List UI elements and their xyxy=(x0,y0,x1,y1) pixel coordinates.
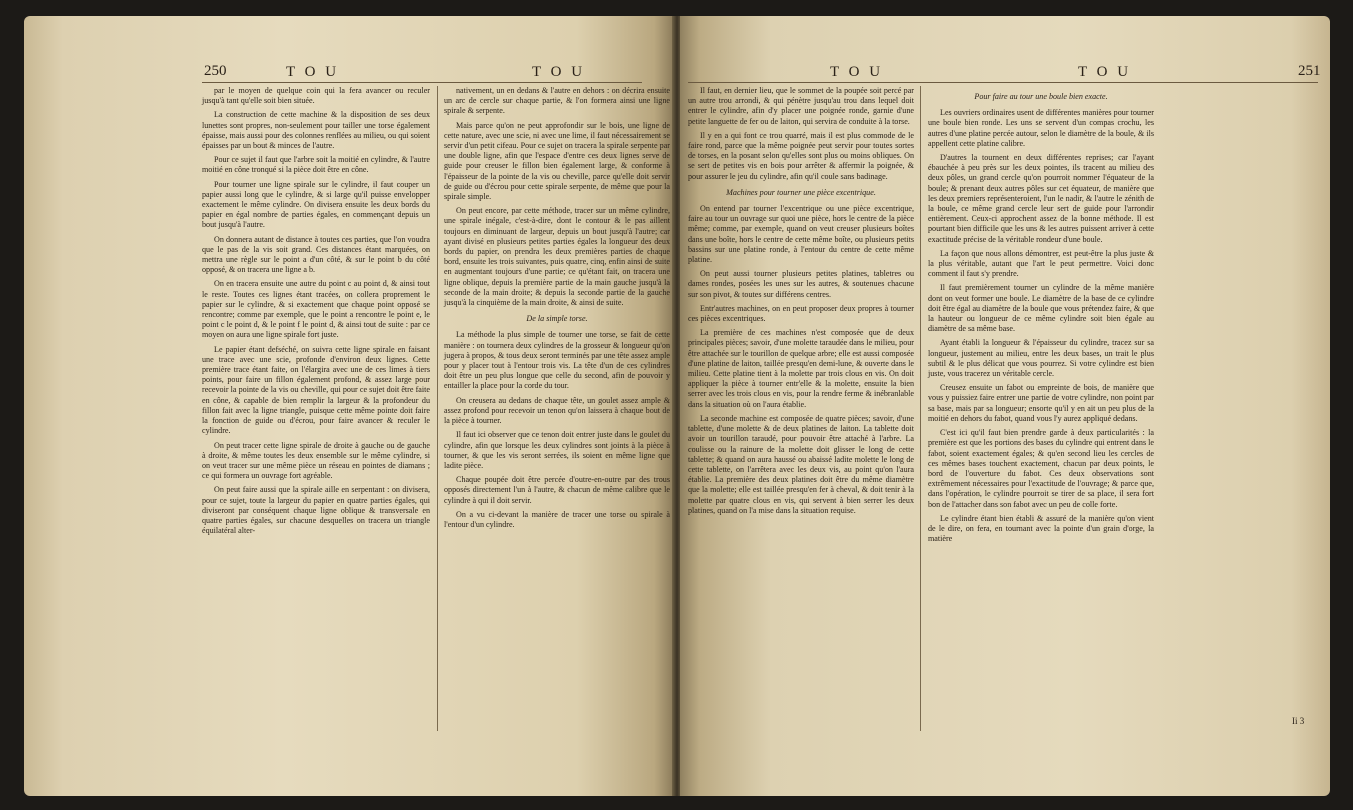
paragraph: La construction de cette machine & la disposition de ses deux lunettes sont propres, non-seulement pour tailler une torse également épaisse, mais aussi pour des colonnes renflées au milieu, ou qui soient épaisses par un bout & minces de l'autre. xyxy=(202,110,430,151)
paragraph: Mais parce qu'on ne peut approfondir sur le bois, une ligne de cette nature, avec une scie, ni avec une lime, il faut nécessairement se servir d'un petit cifeau. Pour ce sujet on tracera la spirale serpente par une double ligne, afin que l'espace d'entre ces deux lignes serve de guide pour creuser le fillon bien également large, & conforme à l'épaisseur de la pointe de la vis ou cheville, parce qu'elle doit servir de guide ou d'écrou pour cette spirale serpente, de même que pour la spirale simple. xyxy=(444,120,670,202)
right-header-rule xyxy=(688,82,1318,83)
paragraph: On en tracera ensuite une autre du point c au point d, & ainsi tout le reste. Toutes ces lignes étant tracées, on collera proprement le papier sur le cylindre, & si exactement que chaque point opposé se rencontre; comme par exemple, que le point a rencontre le point e, le point c le point d, & le point f le point d, & ainsi tout de suite : par ce moyen on aura une ligne spirale fort juste. xyxy=(202,279,430,340)
paragraph: Creusez ensuite un fabot ou empreinte de bois, de manière que vous y puissiez faire entrer une partie de votre cylindre, non point par sa base, mais par sa longueur; ensorte qu'il y en ait un peu plus de la moitié en dehors du fabot, quand vous l'y aurez appliqué dedans. xyxy=(928,383,1154,423)
left-running-head-2: T O U xyxy=(532,64,586,80)
section-heading: Pour faire au tour une boule bien exacte. xyxy=(974,92,1108,101)
right-running-head-1: T O U xyxy=(830,64,884,80)
section-heading: Machines pour tourner une pièce excentrique. xyxy=(726,187,876,197)
right-page xyxy=(680,16,1330,796)
paragraph: On peut faire aussi que la spirale aille en serpentant : on divisera, pour ce sujet, toute la largeur du papier en quatre parties égales, qui diviseront par conséquent chaque ligne oblique & transversale en quatre parties égales, sur chacune desquelles on tracera un triangle équilatéral alter- xyxy=(202,485,430,536)
paragraph: Ayant établi la longueur & l'épaisseur du cylindre, tracez sur sa longueur, justement au milieu, entre les deux bases, un trait le plus subtil & le plus délicat que vous pourrez. Si votre cylindre est bien juste, vous tracerez un véritable cercle. xyxy=(928,338,1154,379)
left-page-number: 250 xyxy=(204,63,227,79)
paragraph: On peut tracer cette ligne spirale de droite à gauche ou de gauche à droite, & même toutes les deux ensemble sur le même cylindre, si on veut tracer sur une même pièce un réseau en pointes de diamans ; ce qui formera un ouvrage fort agréable. xyxy=(202,440,430,481)
left-column-divider xyxy=(437,86,438,731)
paragraph: par le moyen de quelque coin qui la fera avancer ou reculer jusqu'à tant qu'elle soit bien située. xyxy=(202,86,430,106)
paragraph: Les ouvriers ordinaires usent de différentes manières pour tourner une boule bien ronde. Les uns se servent d'un compas crochu, les autres d'une platine percée autour, selon le diamètre de la boule, & ils appellent cette platine calibre. xyxy=(928,108,1154,148)
paragraph: Pour tourner une ligne spirale sur le cylindre, il faut couper un papier aussi long que le cylindre, & si large qu'il puisse envelopper exactement le même cylindre. On divisera ensuite les deux bords du papier en égal nombre de parties égales, en commençant depuis un bout jusqu'à l'autre. xyxy=(202,179,430,230)
paragraph: Chaque poupée doit être percée d'outre-en-outre par des trous opposés directement l'un à l'autre, & chacun de même calibre que le cylindre à qui il doit servir. xyxy=(444,475,670,505)
paragraph: Pour ce sujet il faut que l'arbre soit la moitié en cylindre, & l'autre moitié en cône tronqué si la pièce doit être en cône. xyxy=(202,155,430,175)
paragraph: La première de ces machines n'est composée que de deux principales pièces; savoir, d'une molette taraudée dans le milieu, pour être attachée sur le tourillon de quelque arbre; elle est aussi composée d'une platine de laiton, taillée presqu'en demi-lune, & ouverte dans le milieu. Cette platine tient à la molette par trois clous en vis. On doit appliquer la pièce à tourner entr'elle & la molette, ensuite la bien serrer avec les trois clous en vis, pour la rendre ferme & inébranlable dans la situation où on l'aura établie. xyxy=(688,328,914,409)
left-running-head-1: T O U xyxy=(286,64,340,80)
paragraph: Il faut premièrement tourner un cylindre de la même manière dont on veut former une boule. Le diamètre de la base de ce cylindre doit être égal au diamètre de la boule que vous prétendez faire, & que la hauteur ou longueur de ce même cylindre soit bien égale au diamètre de sa même base. xyxy=(928,283,1154,334)
paragraph: Il faut ici observer que ce tenon doit entrer juste dans le goulet du cylindre, afin que lorsque les deux cylindres sont joints à la pièce à tourner, & que les vis seront serrées, ils soient en même ligne que ladite pièce. xyxy=(444,430,670,470)
paragraph: C'est ici qu'il faut bien prendre garde à deux particularités : la première est que les portions des bases du cylindre qui entrent dans le fabot, soient exactement égales; & qu'en second lieu les cercles de ces mêmes bases touchent exactement, chacun par deux points, le bord de l'ouverture du fabot. Ces deux observations sont extrêmement nécessaires pour l'exactitude de l'ouvrage; & parce que, dans l'opération, le cylindre pourroit se tirer de sa place, il sera fort bon de l'attacher dans son fabot avec un peu de colle forte. xyxy=(928,428,1154,509)
paragraph: On peut aussi tourner plusieurs petites platines, tabletres ou dames rondes, posées les unes sur les autres, & soutenues chacune sur son pivot, & toutes sur différens centres. xyxy=(688,269,914,299)
paragraph: La méthode la plus simple de tourner une torse, se fait de cette manière : on tournera deux cylindres de la grosseur & longueur qu'on jugera à propos, & tous deux seront terminés par une tête assez ample pour y placer tout à l'entour trois vis. La tête d'un de ces cylindres doit être un peu plus longue que celle du second, afin de pouvoir y entailler la place pour la corde du tour. xyxy=(444,330,670,391)
right-column-divider xyxy=(920,86,921,731)
right-column-1 xyxy=(688,86,914,520)
paragraph: La façon que nous allons démontrer, est peut-être la plus juste & la plus véritable, autant que l'art le peut permettre. Voici donc comment il faut s'y prendre. xyxy=(928,248,1154,279)
paragraph: On a vu ci-devant la manière de tracer une torse ou spirale à l'entour d'un cylindre. xyxy=(444,509,670,529)
left-header-rule xyxy=(202,82,642,83)
paragraph: On donnera autant de distance à toutes ces parties, que l'on voudra que le pas de la vis soit grand. Ces distances étant marquées, on mettra une règle sur le point a d'un côté, & sur le point b du côté opposé, & on tracera une ligne a b. xyxy=(202,234,430,275)
paragraph: On entend par tourner l'excentrique ou une pièce excentrique, faire au tour un ouvrage sur quoi une pièce, hors le centre de la pièce même; comme, par exemple, quand on veut creuser plusieurs boîtes dans une boîte, hors le centre de cette même boîte, ou plusieurs petits bassins sur une platine ronde, à l'entour du centre de cette même platine. xyxy=(688,204,914,265)
left-column-1 xyxy=(202,86,430,540)
paragraph: Entr'autres machines, on en peut proposer deux propres à tourner ces pièces excentriques. xyxy=(688,303,914,324)
paragraph: Il faut, en dernier lieu, que le sommet de la poupée soit percé par un autre trou arrondi, & qui pénètre jusqu'au trou dans lequel doit entrer le cylindre, afin d'y placer une poignée ronde, garnie d'une petite languette de fer ou de laiton, qui servira de conduite à la torse. xyxy=(688,86,914,126)
left-page xyxy=(24,16,674,796)
paragraph: nativement, un en dedans & l'autre en dehors : on décrira ensuite un arc de cercle sur chaque partie, & l'on formera ainsi une ligne spirale & serpente. xyxy=(444,86,670,116)
paragraph: Le papier étant defséché, on suivra cette ligne spirale en faisant une trace avec une scie, profonde d'environ deux lignes. Cette première trace étant faite, on l'élargira avec une de ces limes à tiers points, pour faire un fillon également profond, & assez large pour recevoir la pointe de la vis ou cheville, qui pour ce sujet doit être faite en cône, & capable de bien remplir la largeur & la profondeur du fillon fait avec la ligne triangle, puisque cette même pointe doit faire la fonction de guide ou d'écrou, pour faire avancer & reculer le cylindre. xyxy=(202,344,430,436)
right-running-head-2: T O U xyxy=(1078,64,1132,80)
paragraph: Le cylindre étant bien établi & assuré de la manière qu'on vient de le dire, on fera, en tournant avec la pointe d'un grain d'orge, la matière xyxy=(928,513,1154,544)
left-column-2 xyxy=(444,86,670,534)
paragraph: On creusera au dedans de chaque tête, un goulet assez ample & assez profond pour recevoir un tenon qu'on laissera à chaque bout de la pièce à tourner. xyxy=(444,395,670,426)
paragraph: D'autres la tournent en deux différentes reprises; car l'ayant ébauchée à peu près sur les deux pointes, ils tracent au milieu des deux pôles, un grand cercle qu'on pourroit nommer l'équateur de la boule; & prenant deux autres pôles sur cet équateur, de manière que les deux premiers représenteroient, l'un le nadir, & l'autre le zénith de la boule, ce même grand cercle leur sert de guide pour l'arrondir entièrement. Ceux-ci approchent assez de la bonne méthode. Il est pourtant bien difficile que les uns & les autres puissent arriver à cette exactitude précise de la véritable rondeur d'une boule. xyxy=(928,153,1154,244)
right-page-number: 251 xyxy=(1298,63,1321,79)
open-book xyxy=(24,16,1330,796)
signature-mark: Ii 3 xyxy=(1292,716,1305,726)
right-column-2 xyxy=(928,86,1154,548)
paragraph: On peut encore, par cette méthode, tracer sur un même cylindre, une spirale inégale, c'est-à-dire, dont le contour & le pas aillent toujours en diminuant de largeur, depuis un bout jusqu'à l'autre; car ayant divisé en plusieurs petites parties égales la longueur des deux bords du papier, on prendra les deux premières parties de chaque bord, ensuite les trois suivantes, puis quatre, cinq, enfin ainsi de suite en augmentant toujours d'une partie; ce qu'étant fait, on tracera une ligne oblique, depuis la première partie de la main gauche jusqu'à la seconde de la main droite; & depuis la seconde partie de la gauche jusqu'à la cinquième de la main droite, & ainsi de suite. xyxy=(444,206,670,308)
paragraph: Il y en a qui font ce trou quarré, mais il est plus commode de le faire rond, parce que la même poignée peut servir pour toutes sortes de torses, en la posant selon qu'elles sont plus ou moins obliques. On se sert de petites vis en bois pour arrêter & affermir la poignée, & pour assurer le jeu du cylindre, afin qu'il coule sans badinage. xyxy=(688,130,914,181)
section-heading: De la simple torse. xyxy=(526,314,588,324)
paragraph: La seconde machine est composée de quatre pièces; savoir, d'une tablette, d'une molette & de deux platines de laiton. La tablette doit avoir un tourillon taraudé, pour pouvoir être attaché à l'arbre. La coulisse ou la rainure de la molette doit glisser le long de cette tablette; & quand on aura haussé ou abaissé ladite molette le long de cette tablette, on l'arrêtera avec les deux vis, au point qu'on l'aura établie. La première des deux platines doit être du même diamètre que la molette; elle est taillée presqu'en fer à cheval, & doit tenir à la molette par quatre clous en vis, qui servent à bien serrer les deux platines, quand on l'a mise dans la situation requise. xyxy=(688,413,914,515)
